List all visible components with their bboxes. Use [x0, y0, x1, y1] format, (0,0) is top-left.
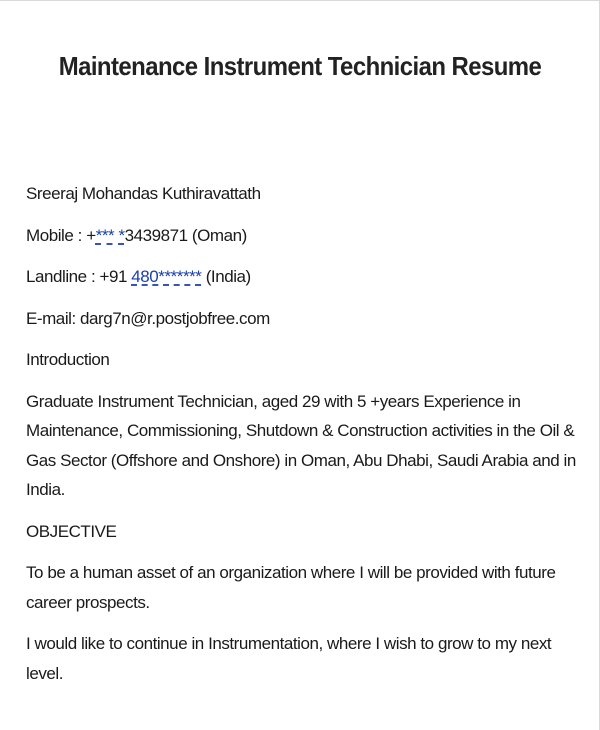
objective-paragraph-1	[26, 558, 574, 617]
introduction-line: Graduate Instrument Technician, aged 29 with 5 +years Experience in	[26, 391, 521, 411]
introduction-line: India.	[26, 480, 65, 499]
mobile-line	[26, 221, 574, 251]
introduction-paragraph	[26, 387, 574, 505]
page-title: Maintenance Instrument Technician Resume	[58, 51, 542, 81]
mobile-label: Mobile : +	[26, 225, 96, 245]
candidate-name: Sreeraj Mohandas Kuthiravattath	[26, 184, 261, 203]
email-line: E-mail: darg7n@r.postjobfree.com	[26, 308, 270, 328]
objective-paragraph-2	[26, 629, 574, 688]
objective-line: career prospects.	[26, 592, 150, 612]
introduction-heading: Introduction	[26, 350, 110, 369]
introduction-line: Maintenance, Commissioning, Shutdown & Construction activities in the Oil &	[26, 421, 575, 440]
resume-body	[26, 179, 574, 688]
objective-line: level.	[26, 663, 63, 683]
landline-number-rest: (India)	[201, 267, 251, 286]
objective-line: I would like to continue in Instrumentation, where I wish to grow to my next	[26, 634, 552, 653]
landline-number-link[interactable]: 480*******	[131, 267, 202, 286]
mobile-number-link[interactable]: *** *	[95, 225, 125, 245]
landline-line	[26, 262, 574, 292]
objective-heading: OBJECTIVE	[26, 521, 117, 541]
mobile-number-rest: 3439871 (Oman)	[124, 225, 247, 245]
landline-label: Landline : +91	[26, 267, 132, 286]
objective-line: To be a human asset of an organization where I will be provided with future	[26, 563, 556, 582]
introduction-line: Gas Sector (Offshore and Onshore) in Oman, Abu Dhabi, Saudi Arabia and in	[26, 450, 576, 470]
